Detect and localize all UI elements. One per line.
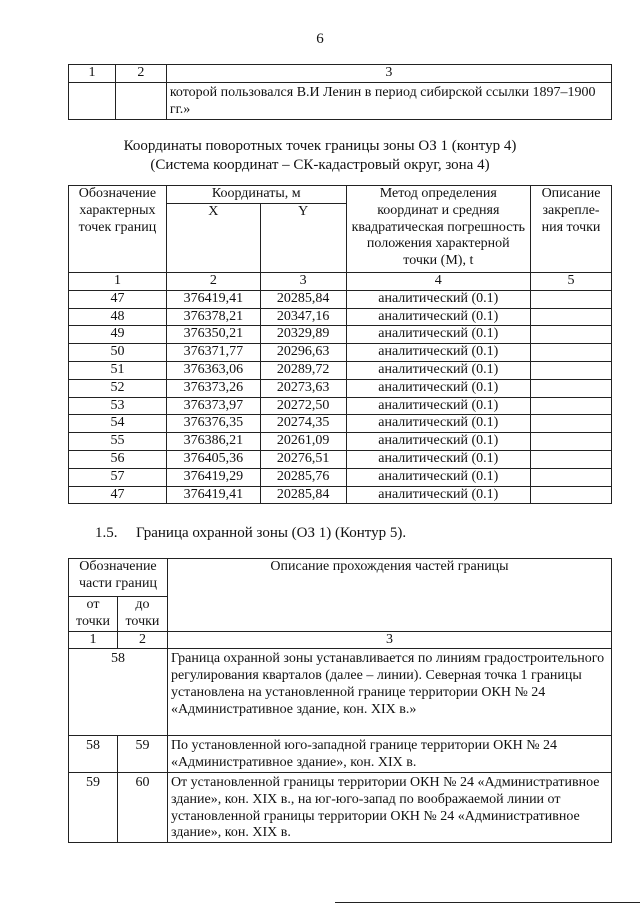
empty-cell [69, 82, 116, 119]
header-method: Метод определения координат и средняя квадратическая погрешность положения характерной точки (М), t [346, 186, 530, 273]
to-cell: 59 [117, 736, 167, 773]
col-num: 2 [166, 273, 260, 291]
description-cell [531, 450, 612, 468]
y-cell: 20274,35 [260, 415, 346, 433]
y-cell: 20296,63 [260, 344, 346, 362]
description-cell [531, 397, 612, 415]
x-cell: 376371,77 [166, 344, 260, 362]
method-cell: аналитический (0.1) [346, 468, 530, 486]
col-num-3: 3 [166, 65, 611, 83]
header-description: Описание прохождения частей границы [167, 559, 611, 632]
coordinates-table [68, 185, 612, 504]
y-cell: 20285,76 [260, 468, 346, 486]
description-cell [531, 361, 612, 379]
point-cell: 57 [69, 468, 167, 486]
coord-heading-line2: (Система координат – СК-кадастровый округ, зона 4) [150, 157, 490, 173]
page-number: 6 [316, 31, 324, 47]
method-cell: аналитический (0.1) [346, 397, 530, 415]
bottom-rule [335, 902, 640, 903]
col-num: 4 [346, 273, 530, 291]
method-cell: аналитический (0.1) [346, 326, 530, 344]
x-cell: 376378,21 [166, 308, 260, 326]
method-cell: аналитический (0.1) [346, 290, 530, 308]
point-cell: 51 [69, 361, 167, 379]
method-cell: аналитический (0.1) [346, 344, 530, 362]
coord-row [69, 468, 612, 486]
coord-row [69, 290, 612, 308]
y-cell: 20285,84 [260, 486, 346, 504]
y-cell: 20272,50 [260, 397, 346, 415]
col-num: 1 [69, 273, 167, 291]
coord-row [69, 379, 612, 397]
x-cell: 376350,21 [166, 326, 260, 344]
col-num: 2 [117, 631, 167, 649]
coord-row [69, 326, 612, 344]
description-cell [531, 308, 612, 326]
col-num-1: 1 [69, 65, 116, 83]
y-cell: 20276,51 [260, 450, 346, 468]
coord-row [69, 361, 612, 379]
method-cell: аналитический (0.1) [346, 379, 530, 397]
col-num: 3 [260, 273, 346, 291]
to-cell: 60 [117, 772, 167, 842]
method-cell: аналитический (0.1) [346, 486, 530, 504]
point-cell: 56 [69, 450, 167, 468]
header-designation: Обозначение характерных точек границ [69, 186, 167, 273]
description-cell [531, 415, 612, 433]
point-cell: 50 [69, 344, 167, 362]
col-num: 1 [69, 631, 118, 649]
header-to: до точки [117, 597, 167, 632]
point-cell: 55 [69, 433, 167, 451]
col-num-2: 2 [115, 65, 166, 83]
description-cell [531, 379, 612, 397]
method-cell: аналитический (0.1) [346, 361, 530, 379]
description-cell: По установленной юго-западной границе территории ОКН № 24 «Административное здание», кон. XIX в. [167, 736, 611, 773]
method-cell: аналитический (0.1) [346, 450, 530, 468]
description-cell: От установленной границы территории ОКН № 24 «Административное здание», кон. XIX в., на юг-юго-запад по воображаемой линии от установленной границы территории ОКН № 24 «Административное здание», кон. XIX в. [167, 772, 611, 842]
description-cell [531, 486, 612, 504]
point-cell: 48 [69, 308, 167, 326]
header-x: X [166, 204, 260, 273]
description-cell: Граница охранной зоны устанавливается по линиям градостроительного регулирования кварталов (далее – линии). Северная точка 1 границы установлена на установленной границе территории ОКН № 24 «Административное здание, кон. XIX в.» [167, 649, 611, 736]
description-cell [531, 433, 612, 451]
header-y: Y [260, 204, 346, 273]
border-table [68, 558, 612, 843]
point-cell: 53 [69, 397, 167, 415]
point-cell: 52 [69, 379, 167, 397]
x-cell: 376419,41 [166, 486, 260, 504]
section-number: 1.5. [95, 525, 118, 541]
header-from: от точки [69, 597, 118, 632]
coord-row [69, 450, 612, 468]
x-cell: 376386,21 [166, 433, 260, 451]
continuation-text: которой пользовался В.И Ленин в период сибирской ссылки 1897–1900 гг.» [166, 82, 611, 119]
y-cell: 20347,16 [260, 308, 346, 326]
header-coordinates: Координаты, м [166, 186, 346, 204]
x-cell: 376376,35 [166, 415, 260, 433]
continuation-table [68, 64, 612, 120]
x-cell: 376373,97 [166, 397, 260, 415]
coord-row [69, 308, 612, 326]
y-cell: 20273,63 [260, 379, 346, 397]
method-cell: аналитический (0.1) [346, 433, 530, 451]
description-cell [531, 344, 612, 362]
coord-row [69, 415, 612, 433]
point-cell: 54 [69, 415, 167, 433]
point-cell: 49 [69, 326, 167, 344]
method-cell: аналитический (0.1) [346, 415, 530, 433]
coord-row [69, 397, 612, 415]
x-cell: 376419,29 [166, 468, 260, 486]
from-cell: 58 [69, 736, 118, 773]
col-num: 3 [167, 631, 611, 649]
coord-row [69, 486, 612, 504]
point-cell: 47 [69, 290, 167, 308]
x-cell: 376373,26 [166, 379, 260, 397]
description-cell [531, 290, 612, 308]
x-cell: 376405,36 [166, 450, 260, 468]
point-cell: 58 [69, 649, 168, 736]
description-cell [531, 326, 612, 344]
coord-heading-line1: Координаты поворотных точек границы зоны ОЗ 1 (контур 4) [123, 138, 517, 154]
coord-row [69, 433, 612, 451]
method-cell: аналитический (0.1) [346, 308, 530, 326]
description-cell [531, 468, 612, 486]
empty-cell [115, 82, 166, 119]
header-description: Описание закрепле-ния точки [531, 186, 612, 273]
y-cell: 20329,89 [260, 326, 346, 344]
x-cell: 376363,06 [166, 361, 260, 379]
y-cell: 20261,09 [260, 433, 346, 451]
col-num: 5 [531, 273, 612, 291]
y-cell: 20289,72 [260, 361, 346, 379]
from-cell: 59 [69, 772, 118, 842]
header-designation: Обозначение части границ [69, 559, 168, 597]
coord-row [69, 344, 612, 362]
section-title: Граница охранной зоны (ОЗ 1) (Контур 5). [136, 525, 407, 541]
point-cell: 47 [69, 486, 167, 504]
x-cell: 376419,41 [166, 290, 260, 308]
y-cell: 20285,84 [260, 290, 346, 308]
